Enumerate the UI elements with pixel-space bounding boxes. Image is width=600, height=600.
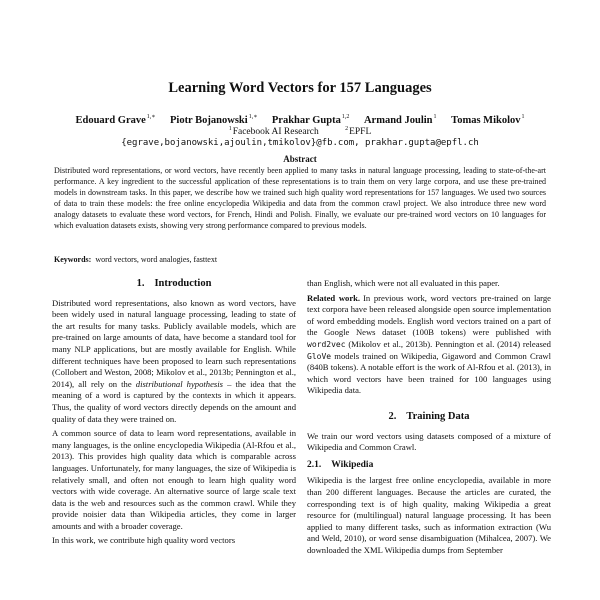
paragraph: Distributed word representations, also known as word vectors, have been widely used in natural language processing, leading to state of the art results for many tasks. Publicly available models, which are pre-trained on large amounts of data, have become a standard tool for many NLP applications, but are mostly available for English. While different techniques have been proposed to learn such representations (Collobert and Weston, 2008; Mikolov et al., 2013b; Pennington et al., 2014), all rely on the distributional hypothesis – the idea that the meaning of a word is captured by the contexts in which it appears. Thus, the quality of word vectors directly depends on the amount and quality of data they were trained on.	[52, 297, 296, 424]
section-heading-introduction: 1. Introduction	[136, 278, 212, 289]
keywords-text: word vectors, word analogies, fasttext	[95, 255, 218, 264]
subsection-heading-wikipedia: 2.1. Wikipedia	[307, 459, 374, 470]
keywords	[54, 255, 546, 264]
right-column	[307, 278, 551, 559]
author-name: Edouard Grave$^{1,∗}$	[75, 114, 156, 126]
abstract-heading: Abstract	[283, 154, 317, 164]
code-word2vec: word2vec	[307, 339, 346, 349]
paragraph: In this work, we contribute high quality word vectors	[52, 535, 236, 546]
keywords-label: Keywords:	[54, 255, 92, 264]
paper-title: Learning Word Vectors for 157 Languages	[168, 80, 432, 96]
left-column	[52, 278, 296, 550]
paragraph: A common source of data to learn word representations, available in many languages, is the online encyclopedia Wikipedia (Al-Rfou et al., 2013). This provides high quality data which is comparable across languages. Unfortunately, for many languages, the size of Wikipedia is relatively small, and often not enough to learn high quality word vectors with wide coverage. An alternative source of large scale text data is the web and resources such as the common crawl. While they provide noisier data than Wikipedia articles, they come in larger amounts and with a broader coverage.	[52, 428, 296, 531]
affiliation: $^2$EPFL	[345, 126, 372, 137]
affiliation: $^1$Facebook AI Research	[228, 126, 319, 137]
author-name: Armand Joulin$^1$	[363, 114, 437, 126]
section-heading-training-data: 2. Training Data	[388, 410, 470, 422]
paragraph: Wikipedia is the largest free online encyclopedia, available in more than 200 different languages. Because the articles are curated, the corresponding text is of high quality, making Wikipedia a great resource for (multilingual) natural language processing. It has been applied to many different tasks, such as information extraction (Wu and Weld, 2010), or word sense disambiguation (Mihalcea, 2007). We downloaded the XML Wikipedia dumps from September	[307, 475, 551, 555]
author-emails: {egrave,bojanowski,ajoulin,tmikolov}@fb.com, prakhar.gupta@epfl.ch	[121, 138, 479, 148]
paragraph: We train our word vectors using datasets composed of a mixture of Wikipedia and Common Crawl.	[307, 430, 551, 453]
author-list	[0, 113, 600, 126]
emphasis-text: distributional hypothesis	[135, 378, 223, 389]
author-name: Piotr Bojanowski$^{1,∗}$	[169, 114, 258, 126]
author-name: Prakhar Gupta$^{1,2}$	[271, 114, 350, 126]
abstract-text: Distributed word representations, or word vectors, have recently been applied to many tasks in natural language processing, leading to state-of-the-art performance. A key ingredient to the successful application of these representations is to train them on very large corpora, and use these pre-trained models in downstream tasks. In this paper, we describe how we trained such high quality word representations for 157 languages. We used two sources of data to train these models: the free online encyclopedia Wikipedia and data from the common crawl project. We also introduce three new word analogy datasets to evaluate these word vectors, for French, Hindi and Polish. Finally, we evaluate our pre-trained word vectors on 10 languages for which evaluation datasets exists, showing very strong performance compared to previous models.	[54, 166, 546, 230]
affiliations	[0, 126, 600, 137]
related-work-label: Related work.	[307, 292, 361, 303]
code-glove: GloVe	[307, 351, 332, 361]
paragraph-related-work: Related work. In previous work, word vectors pre-trained on large text corpora have been released alongside open source implementation of word embedding models. English word vectors trained on a part of the Google News dataset (100B tokens) were published with word2vec (Mikolov et al., 2013b). Pennington et al. (2014) released GloVe models trained on Wikipedia, Gigaword and Common Crawl (840B tokens). A notable effort is the work of Al-Rfou et al. (2013), in which word vectors have been trained for 100 languages using Wikipedia data.	[307, 292, 551, 396]
paragraph: than English, which were not all evaluated in this paper.	[307, 278, 500, 288]
author-name: Tomas Mikolov$^1$	[451, 114, 525, 126]
